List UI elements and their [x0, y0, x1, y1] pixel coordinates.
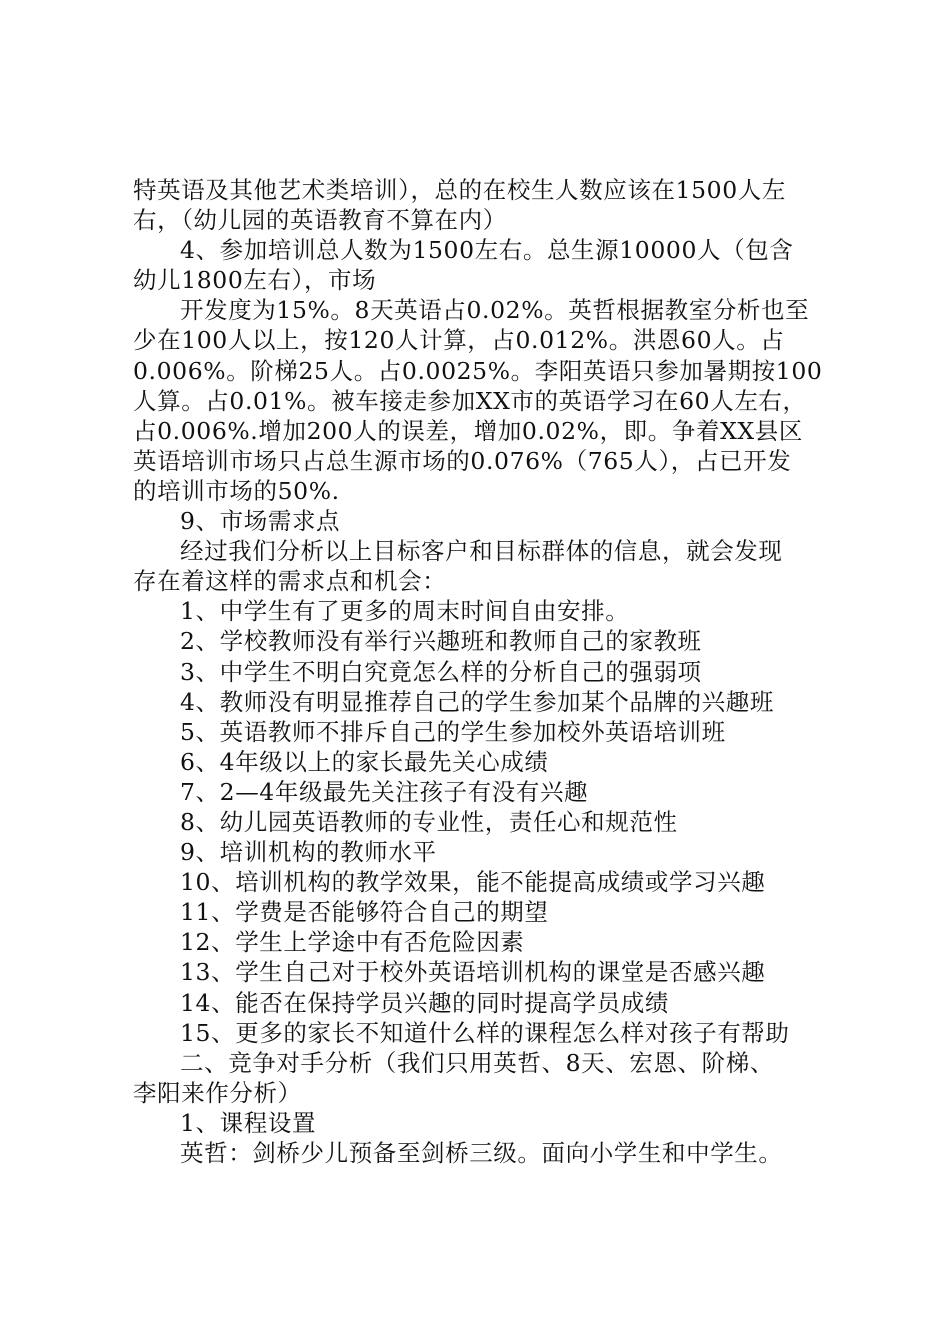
text-line: 存在着这样的需求点和机会： — [133, 567, 447, 596]
list-item: 8、幼儿园英语教师的专业性，责任心和规范性 — [180, 807, 678, 836]
list-item: 11、学费是否能够符合自己的期望 — [180, 898, 549, 927]
text-line: 经过我们分析以上目标客户和目标群体的信息，就会发现 — [180, 537, 783, 566]
text-line: 英哲：剑桥少儿预备至剑桥三级。面向小学生和中学生。 — [180, 1139, 783, 1167]
text-line: 的培训市场的50%. — [133, 476, 340, 505]
section-heading: 二、竞争对手分析（我们只用英哲、8天、宏恩、阶梯、 — [180, 1048, 774, 1077]
text-line: 右，（幼儿园的英语教育不算在内） — [133, 206, 507, 235]
list-item: 9、培训机构的教师水平 — [180, 838, 437, 867]
list-item: 15、更多的家长不知道什么样的课程怎么样对孩子有帮助 — [180, 1018, 790, 1047]
list-item: 14、能否在保持学员兴趣的同时提高学员成绩 — [180, 988, 670, 1017]
section-heading: 9、市场需求点 — [180, 507, 341, 536]
document-body — [133, 175, 833, 1168]
subsection-heading: 1、课程设置 — [180, 1108, 317, 1137]
text-line: 人算。占0.01%。被车接走参加XX市的英语学习在60人左右， — [133, 386, 807, 415]
text-line: 少在100人以上，按120人计算，占0.012%。洪恩60人。占 — [133, 326, 785, 355]
list-item: 3、中学生不明白究竟怎么样的分析自己的强弱项 — [180, 657, 702, 686]
text-line: 英语培训市场只占总生源市场的0.076%（765人），占已开发 — [133, 446, 792, 475]
text-line: 占0.006%.增加200人的误差，增加0.02%，即。争着XX县区 — [133, 416, 803, 445]
list-item: 10、培训机构的教学效果，能不能提高成绩或学习兴趣 — [180, 868, 766, 897]
list-item: 1、中学生有了更多的周末时间自由安排。 — [180, 597, 630, 626]
text-line: 开发度为15%。8天英语占0.02%。英哲根据教室分析也至 — [180, 296, 810, 325]
text-line: 幼儿1800左右），市场 — [133, 266, 377, 295]
list-item: 2、学校教师没有举行兴趣班和教师自己的家教班 — [180, 627, 702, 656]
list-item: 13、学生自己对于校外英语培训机构的课堂是否感兴趣 — [180, 958, 766, 987]
list-item: 12、学生上学途中有否危险因素 — [180, 928, 525, 957]
list-item: 5、英语教师不排斥自己的学生参加校外英语培训班 — [180, 717, 726, 746]
text-line: 特英语及其他艺术类培训），总的在校生人数应该在1500人左 — [133, 176, 786, 204]
list-item: 7、2—4年级最先关注孩子有没有兴趣 — [180, 777, 589, 806]
text-line: 李阳来作分析） — [133, 1078, 302, 1107]
list-item: 6、4年级以上的家长最先关心成绩 — [180, 747, 549, 776]
text-line: 0.006%。阶梯25人。占0.0025%。李阳英语只参加暑期按100 — [133, 356, 823, 385]
list-item: 4、教师没有明显推荐自己的学生参加某个品牌的兴趣班 — [180, 687, 774, 716]
text-line: 4、参加培训总人数为1500左右。总生源10000人（包含 — [180, 236, 794, 265]
